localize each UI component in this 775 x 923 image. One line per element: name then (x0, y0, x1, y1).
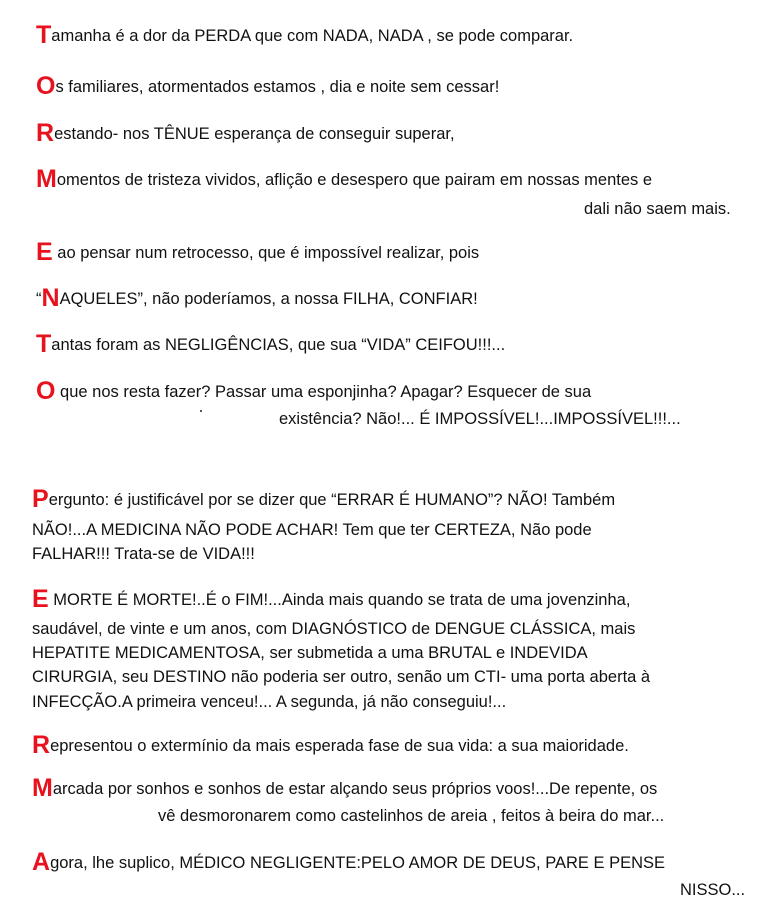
acrostic-initial: E (32, 585, 49, 613)
acrostic-initial: T (36, 330, 52, 358)
verse-text: ergunto: é justificável por se dizer que “ERRAR É HUMANO”? NÃO! Também (48, 491, 616, 509)
verse-line: CIRURGIA, seu DESTINO não poderia ser outro, senão um CTI- uma porta aberta à (32, 668, 651, 686)
verse-text: amanha é a dor da PERDA que com NADA, NADA , se pode comparar. (51, 27, 574, 45)
acrostic-initial: R (36, 119, 55, 147)
verse-line (36, 378, 591, 404)
verse-continuation: existência? Não!... É IMPOSSÍVEL!...IMPOSSÍVEL!!!... (279, 410, 681, 428)
verse-line: HEPATITE MEDICAMENTOSA, ser submetida a uma BRUTAL e INDEVIDA (32, 644, 588, 662)
verse-line (32, 732, 629, 758)
verse-text: ao pensar num retrocesso, que é impossível realizar, pois (52, 244, 480, 262)
verse-continuation: dali não saem mais. (584, 200, 731, 218)
verse-line (32, 775, 657, 801)
verse-text: antas foram as NEGLIGÊNCIAS, que sua “VIDA” CEIFOU!!!... (51, 336, 506, 354)
verse-line: INFECÇÃO.A primeira venceu!... A segunda, já não conseguiu!... (32, 693, 507, 711)
verse-text: MORTE É MORTE!..É o FIM!...Ainda mais quando se trata de uma jovenzinha, (48, 591, 631, 609)
verse-text: que nos resta fazer? Passar uma esponjinha? Apagar? Esquecer de sua (55, 383, 592, 401)
opening-quote: “ (36, 290, 42, 308)
acrostic-initial: O (36, 72, 56, 100)
acrostic-initial: A (32, 848, 51, 876)
verse-line (36, 285, 478, 311)
acrostic-initial: P (32, 485, 49, 513)
verse-line (36, 73, 499, 99)
acrostic-initial: M (32, 774, 53, 802)
acrostic-initial: E (36, 238, 53, 266)
verse-text: gora, lhe suplico, MÉDICO NEGLIGENTE:PELO AMOR DE DEUS, PARE E PENSE (50, 854, 666, 872)
verse-text: arcada por sonhos e sonhos de estar alçando seus próprios voos!...De repente, os (52, 780, 658, 798)
acrostic-initial: N (41, 284, 60, 312)
verse-line: saudável, de vinte e um anos, com DIAGNÓSTICO de DENGUE CLÁSSICA, mais (32, 620, 636, 638)
verse-text: omentos de tristeza vividos, aflição e desespero que pairam em nossas mentes e (56, 171, 653, 189)
verse-line (36, 22, 573, 48)
acrostic-initial: T (36, 21, 52, 49)
acrostic-initial: R (32, 731, 51, 759)
verse-line: NÃO!...A MEDICINA NÃO PODE ACHAR! Tem que ter CERTEZA, Não pode (32, 521, 592, 539)
verse-line: FALHAR!!! Trata-se de VIDA!!! (32, 545, 255, 563)
verse-text: estando- nos TÊNUE esperança de conseguir superar, (54, 125, 455, 143)
verse-line (36, 331, 505, 357)
verse-line (32, 586, 630, 612)
verse-line (32, 486, 615, 512)
acrostic-initial: M (36, 165, 57, 193)
verse-continuation: NISSO... (680, 881, 746, 899)
verse-text: s familiares, atormentados estamos , dia e noite sem cessar! (55, 78, 500, 96)
verse-line (32, 849, 665, 875)
acrostic-initial: O (36, 377, 56, 405)
scan-speck (200, 410, 202, 412)
verse-line (36, 166, 652, 192)
verse-text: AQUELES”, não poderíamos, a nossa FILHA, CONFIAR! (59, 290, 478, 308)
verse-continuation: vê desmoronarem como castelinhos de areia , feitos à beira do mar... (158, 807, 665, 825)
verse-line (36, 120, 455, 146)
verse-line (36, 239, 479, 265)
verse-text: epresentou o extermínio da mais esperada fase de sua vida: a sua maioridade. (50, 737, 629, 755)
